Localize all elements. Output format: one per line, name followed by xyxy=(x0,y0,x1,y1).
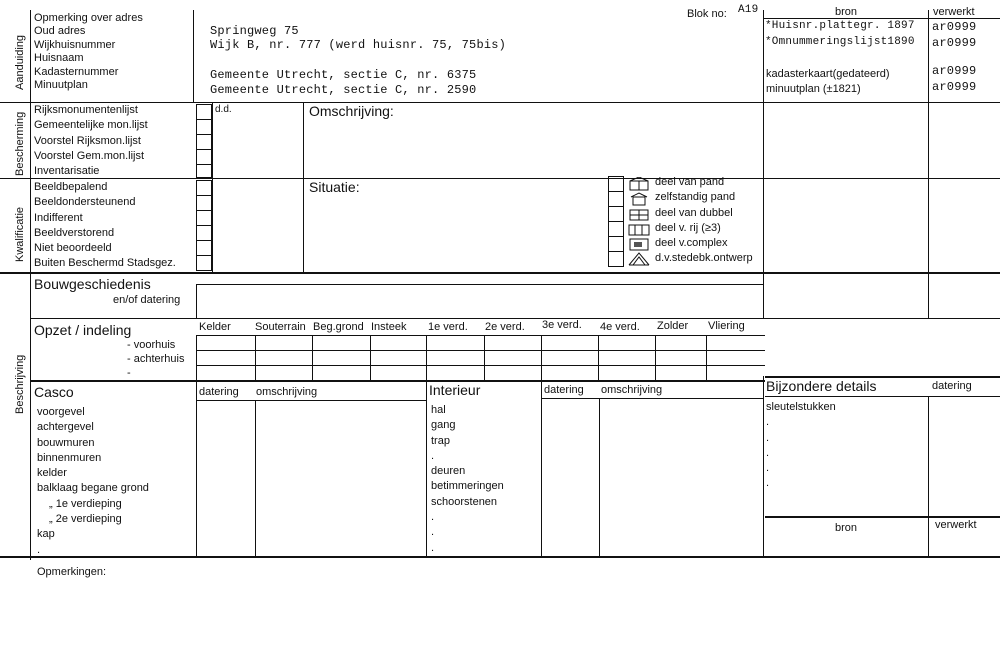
label-kadasternummer: Kadasternummer xyxy=(34,65,119,78)
deel-v-rij-icon xyxy=(628,222,650,236)
interieur-item: schoorstenen xyxy=(431,495,498,508)
bijzondere-item: . xyxy=(766,431,770,444)
label-opmerking-over-adres: Opmerking over adres xyxy=(34,12,143,24)
opzet-grid-col xyxy=(484,335,485,381)
deel-van-dubbel-icon xyxy=(628,207,650,221)
side-label-kwalificatie: Kwalificatie xyxy=(14,206,26,262)
checkbox-indifferent[interactable] xyxy=(196,210,212,226)
kwalificatie-item: Beeldverstorend xyxy=(34,226,115,239)
interieur-item: . xyxy=(431,526,435,539)
kwalificatie-item: Indifferent xyxy=(34,211,83,224)
opzet-header-insteek: Insteek xyxy=(371,321,407,333)
aanduiding-labels xyxy=(34,12,143,92)
casco-item: achtergevel xyxy=(37,421,94,434)
interieur-col xyxy=(763,376,764,557)
casco-item: kelder xyxy=(37,467,67,480)
blok-value: A19 xyxy=(738,4,759,16)
opzet-grid-col xyxy=(541,335,542,381)
situatie-optie: deel van dubbel xyxy=(655,206,733,219)
bron-entry-1: *Huisnr.plattegr. 1897 xyxy=(765,20,915,32)
left-border xyxy=(30,10,31,560)
label-oud-adres: Oud adres xyxy=(34,25,86,38)
opzet-header-4e-verd: 4e verd. xyxy=(600,321,640,333)
bouwgeschiedenis-line xyxy=(196,284,763,285)
typed-minuutplan: Gemeente Utrecht, sectie C, nr. 2590 xyxy=(210,83,477,97)
opzet-grid-col xyxy=(255,335,256,381)
bouwgeschiedenis-sub: en/of datering xyxy=(113,294,181,306)
side-label-aanduiding: Aanduiding xyxy=(14,34,26,90)
bron-entry-2: *Omnummeringslijst1890 xyxy=(765,36,915,48)
casco-item: kap xyxy=(37,528,55,541)
checkbox-beeldondersteunend[interactable] xyxy=(196,195,212,211)
bijzondere-item: . xyxy=(766,462,770,475)
situatie-optie: deel van pand xyxy=(655,176,725,188)
interieur-item: hal xyxy=(431,404,446,416)
opzet-row-achterhuis: - achterhuis xyxy=(127,353,185,365)
kwalificatie-item: Beeldondersteunend xyxy=(34,196,136,209)
verwerkt-entry-3: ar0999 xyxy=(932,64,977,78)
casco-item: „ 1e verdieping xyxy=(49,497,122,510)
bron-entry-4: minuutplan (±1821) xyxy=(766,83,861,95)
checkbox-buiten-beschermd[interactable] xyxy=(196,255,212,271)
casco-item: . xyxy=(37,543,41,556)
checkbox-zelfstandig-pand[interactable] xyxy=(608,191,624,207)
dv-stedebk-ontwerp-icon xyxy=(628,252,650,266)
checkbox-rijksmonumentenlijst[interactable] xyxy=(196,104,212,120)
checkbox-niet-beoordeeld[interactable] xyxy=(196,240,212,256)
opmerkingen-label: Opmerkingen: xyxy=(37,566,107,578)
situatie-optie: d.v.stedebk.ontwerp xyxy=(655,252,753,265)
interieur-item: betimmeringen xyxy=(431,480,504,493)
interieur-item: . xyxy=(431,449,435,462)
interieur-item: . xyxy=(431,541,435,554)
opzet-row-dash: - xyxy=(127,367,131,379)
casco-item: bouwmuren xyxy=(37,436,95,449)
checkbox-deel-v-rij[interactable] xyxy=(608,221,624,237)
checkbox-deel-van-dubbel[interactable] xyxy=(608,206,624,222)
casco-col xyxy=(426,382,427,557)
casco-item: voorgevel xyxy=(37,406,85,418)
casco-col xyxy=(196,382,197,557)
checkbox-gemeentelijke[interactable] xyxy=(196,119,212,135)
interieur-item: gang xyxy=(431,419,456,432)
checkbox-column-divider xyxy=(212,102,213,272)
bescherming-item: Voorstel Gem.mon.lijst xyxy=(34,149,145,162)
dd-label: d.d. xyxy=(215,104,232,115)
bijzondere-bron-line xyxy=(765,516,1000,518)
opzet-header-souterrain: Souterrain xyxy=(255,321,306,333)
opzet-header-zolder: Zolder xyxy=(657,320,689,332)
situatie-label: Situatie: xyxy=(309,179,360,195)
opzet-header-2e-verd: 2e verd. xyxy=(485,321,525,333)
casco-item: „ 2e verdieping xyxy=(49,513,122,526)
kwalificatie-list xyxy=(34,181,176,273)
opzet-row-voorhuis: - voorhuis xyxy=(127,339,176,351)
casco-col xyxy=(255,400,256,557)
opzet-grid-col xyxy=(655,335,656,381)
casco-item: balklaag begane grond xyxy=(37,482,149,495)
situatie-optie: deel v. rij (≥3) xyxy=(655,221,721,234)
typed-kadasternummer: Gemeente Utrecht, sectie C, nr. 6375 xyxy=(210,68,477,82)
label-huisnaam: Huisnaam xyxy=(34,52,84,65)
interieur-item: trap xyxy=(431,434,450,447)
bouwgeschiedenis-divider xyxy=(196,284,197,318)
kwalificatie-item: Niet beoordeeld xyxy=(34,242,112,255)
opzet-grid-col xyxy=(426,335,427,381)
opzet-header-3e-verd: 3e verd. xyxy=(542,319,582,331)
side-label-bescherming: Bescherming xyxy=(14,111,26,176)
opzet-grid-line xyxy=(196,335,765,336)
opzet-grid-col xyxy=(312,335,313,381)
opzet-grid-line xyxy=(196,350,765,351)
opzet-grid-col xyxy=(196,335,197,381)
interieur-omschrijving-header: omschrijving xyxy=(601,384,663,396)
casco-header-line xyxy=(196,400,426,401)
bijzondere-item: sleutelstukken xyxy=(766,401,836,413)
divider-bouwgeschiedenis xyxy=(30,318,1000,319)
label-minuutplan: Minuutplan xyxy=(34,78,88,91)
verwerkt-entry-4: ar0999 xyxy=(932,80,977,94)
bijzondere-bron-header: bron xyxy=(835,522,858,534)
kwalificatie-item: Buiten Beschermd Stadsgez. xyxy=(34,257,176,270)
casco-item: binnenmuren xyxy=(37,451,102,464)
zelfstandig-pand-icon xyxy=(628,192,650,206)
casco-omschrijving-header: omschrijving xyxy=(256,386,318,398)
situatie-optie: deel v.complex xyxy=(655,237,728,250)
bijzondere-list xyxy=(766,401,836,493)
checkbox-beeldbepalend[interactable] xyxy=(196,180,212,196)
bescherming-item: Inventarisatie xyxy=(34,165,100,178)
situatie-opties xyxy=(655,176,753,268)
bouwgeschiedenis-title: Bouwgeschiedenis xyxy=(34,276,151,292)
bescherming-item: Gemeentelijke mon.lijst xyxy=(34,119,148,132)
opzet-header-1e-verd: 1e verd. xyxy=(428,321,468,333)
bijzondere-item: . xyxy=(766,416,770,429)
opzet-header-beggrond: Beg.grond xyxy=(313,321,364,333)
checkbox-beeldverstorend[interactable] xyxy=(196,225,212,241)
divider-aanduiding xyxy=(0,102,1000,103)
verwerkt-entry-1: ar0999 xyxy=(932,20,977,34)
kwalificatie-item: Beeldbepalend xyxy=(34,181,108,193)
dd-column-divider xyxy=(303,102,304,272)
bijzondere-title: Bijzondere details xyxy=(766,378,877,394)
bijzondere-header-line xyxy=(765,396,1000,397)
interieur-item: deuren xyxy=(431,465,466,478)
opzet-grid-line xyxy=(196,365,765,366)
casco-list xyxy=(37,406,149,559)
interieur-datering-header: datering xyxy=(544,384,584,396)
checkbox-inventarisatie[interactable] xyxy=(196,164,212,178)
deel-van-pand-icon xyxy=(628,177,650,191)
checkbox-voorstel-gemmon[interactable] xyxy=(196,149,212,165)
opzet-grid-col xyxy=(370,335,371,381)
typed-oud-adres: Springweg 75 xyxy=(210,24,299,38)
side-label-beschrijving: Beschrijving xyxy=(14,354,26,414)
label-wijkhuisnummer: Wijkhuisnummer xyxy=(34,38,116,51)
interieur-item: . xyxy=(431,511,435,524)
bescherming-item: Voorstel Rijksmon.lijst xyxy=(34,134,141,147)
casco-datering-header: datering xyxy=(199,386,239,398)
checkbox-deel-v-complex[interactable] xyxy=(608,236,624,252)
verwerkt-header: verwerkt xyxy=(933,6,975,18)
opzet-grid-col xyxy=(706,335,707,381)
interieur-col xyxy=(599,398,600,557)
bijzondere-item: . xyxy=(766,477,770,490)
interieur-col xyxy=(541,382,542,557)
situatie-optie: zelfstandig pand xyxy=(655,191,736,204)
checkbox-deel-van-pand[interactable] xyxy=(608,176,624,192)
label-column-divider xyxy=(193,10,194,102)
bescherming-item: Rijksmonumentenlijst xyxy=(34,104,138,116)
opzet-grid-col xyxy=(598,335,599,381)
bijzondere-item: . xyxy=(766,446,770,459)
checkbox-dv-stedebk[interactable] xyxy=(608,251,624,267)
opzet-title: Opzet / indeling xyxy=(34,322,132,338)
deel-v-complex-icon xyxy=(628,237,650,251)
divider-bescherming xyxy=(0,178,1000,179)
casco-title: Casco xyxy=(34,384,74,400)
opzet-header-kelder: Kelder xyxy=(199,321,231,333)
interieur-header-line xyxy=(541,398,764,399)
typed-wijkhuisnummer: Wijk B, nr. 777 (werd huisnr. 75, 75bis) xyxy=(210,38,507,52)
bescherming-list xyxy=(34,104,148,180)
interieur-list xyxy=(431,404,504,557)
blok-label: Blok no: xyxy=(687,8,727,20)
interieur-title: Interieur xyxy=(429,382,481,398)
bron-entry-3: kadasterkaart(gedateerd) xyxy=(766,68,890,80)
bijzondere-col xyxy=(928,396,929,557)
verwerkt-entry-2: ar0999 xyxy=(932,36,977,50)
bijzondere-datering-header: datering xyxy=(932,380,972,392)
opzet-header-vliering: Vliering xyxy=(708,320,745,332)
bron-header: bron xyxy=(835,6,858,18)
bijzondere-verwerkt-header: verwerkt xyxy=(935,519,977,531)
checkbox-voorstel-rijksmon[interactable] xyxy=(196,134,212,150)
omschrijving-label: Omschrijving: xyxy=(309,103,394,119)
